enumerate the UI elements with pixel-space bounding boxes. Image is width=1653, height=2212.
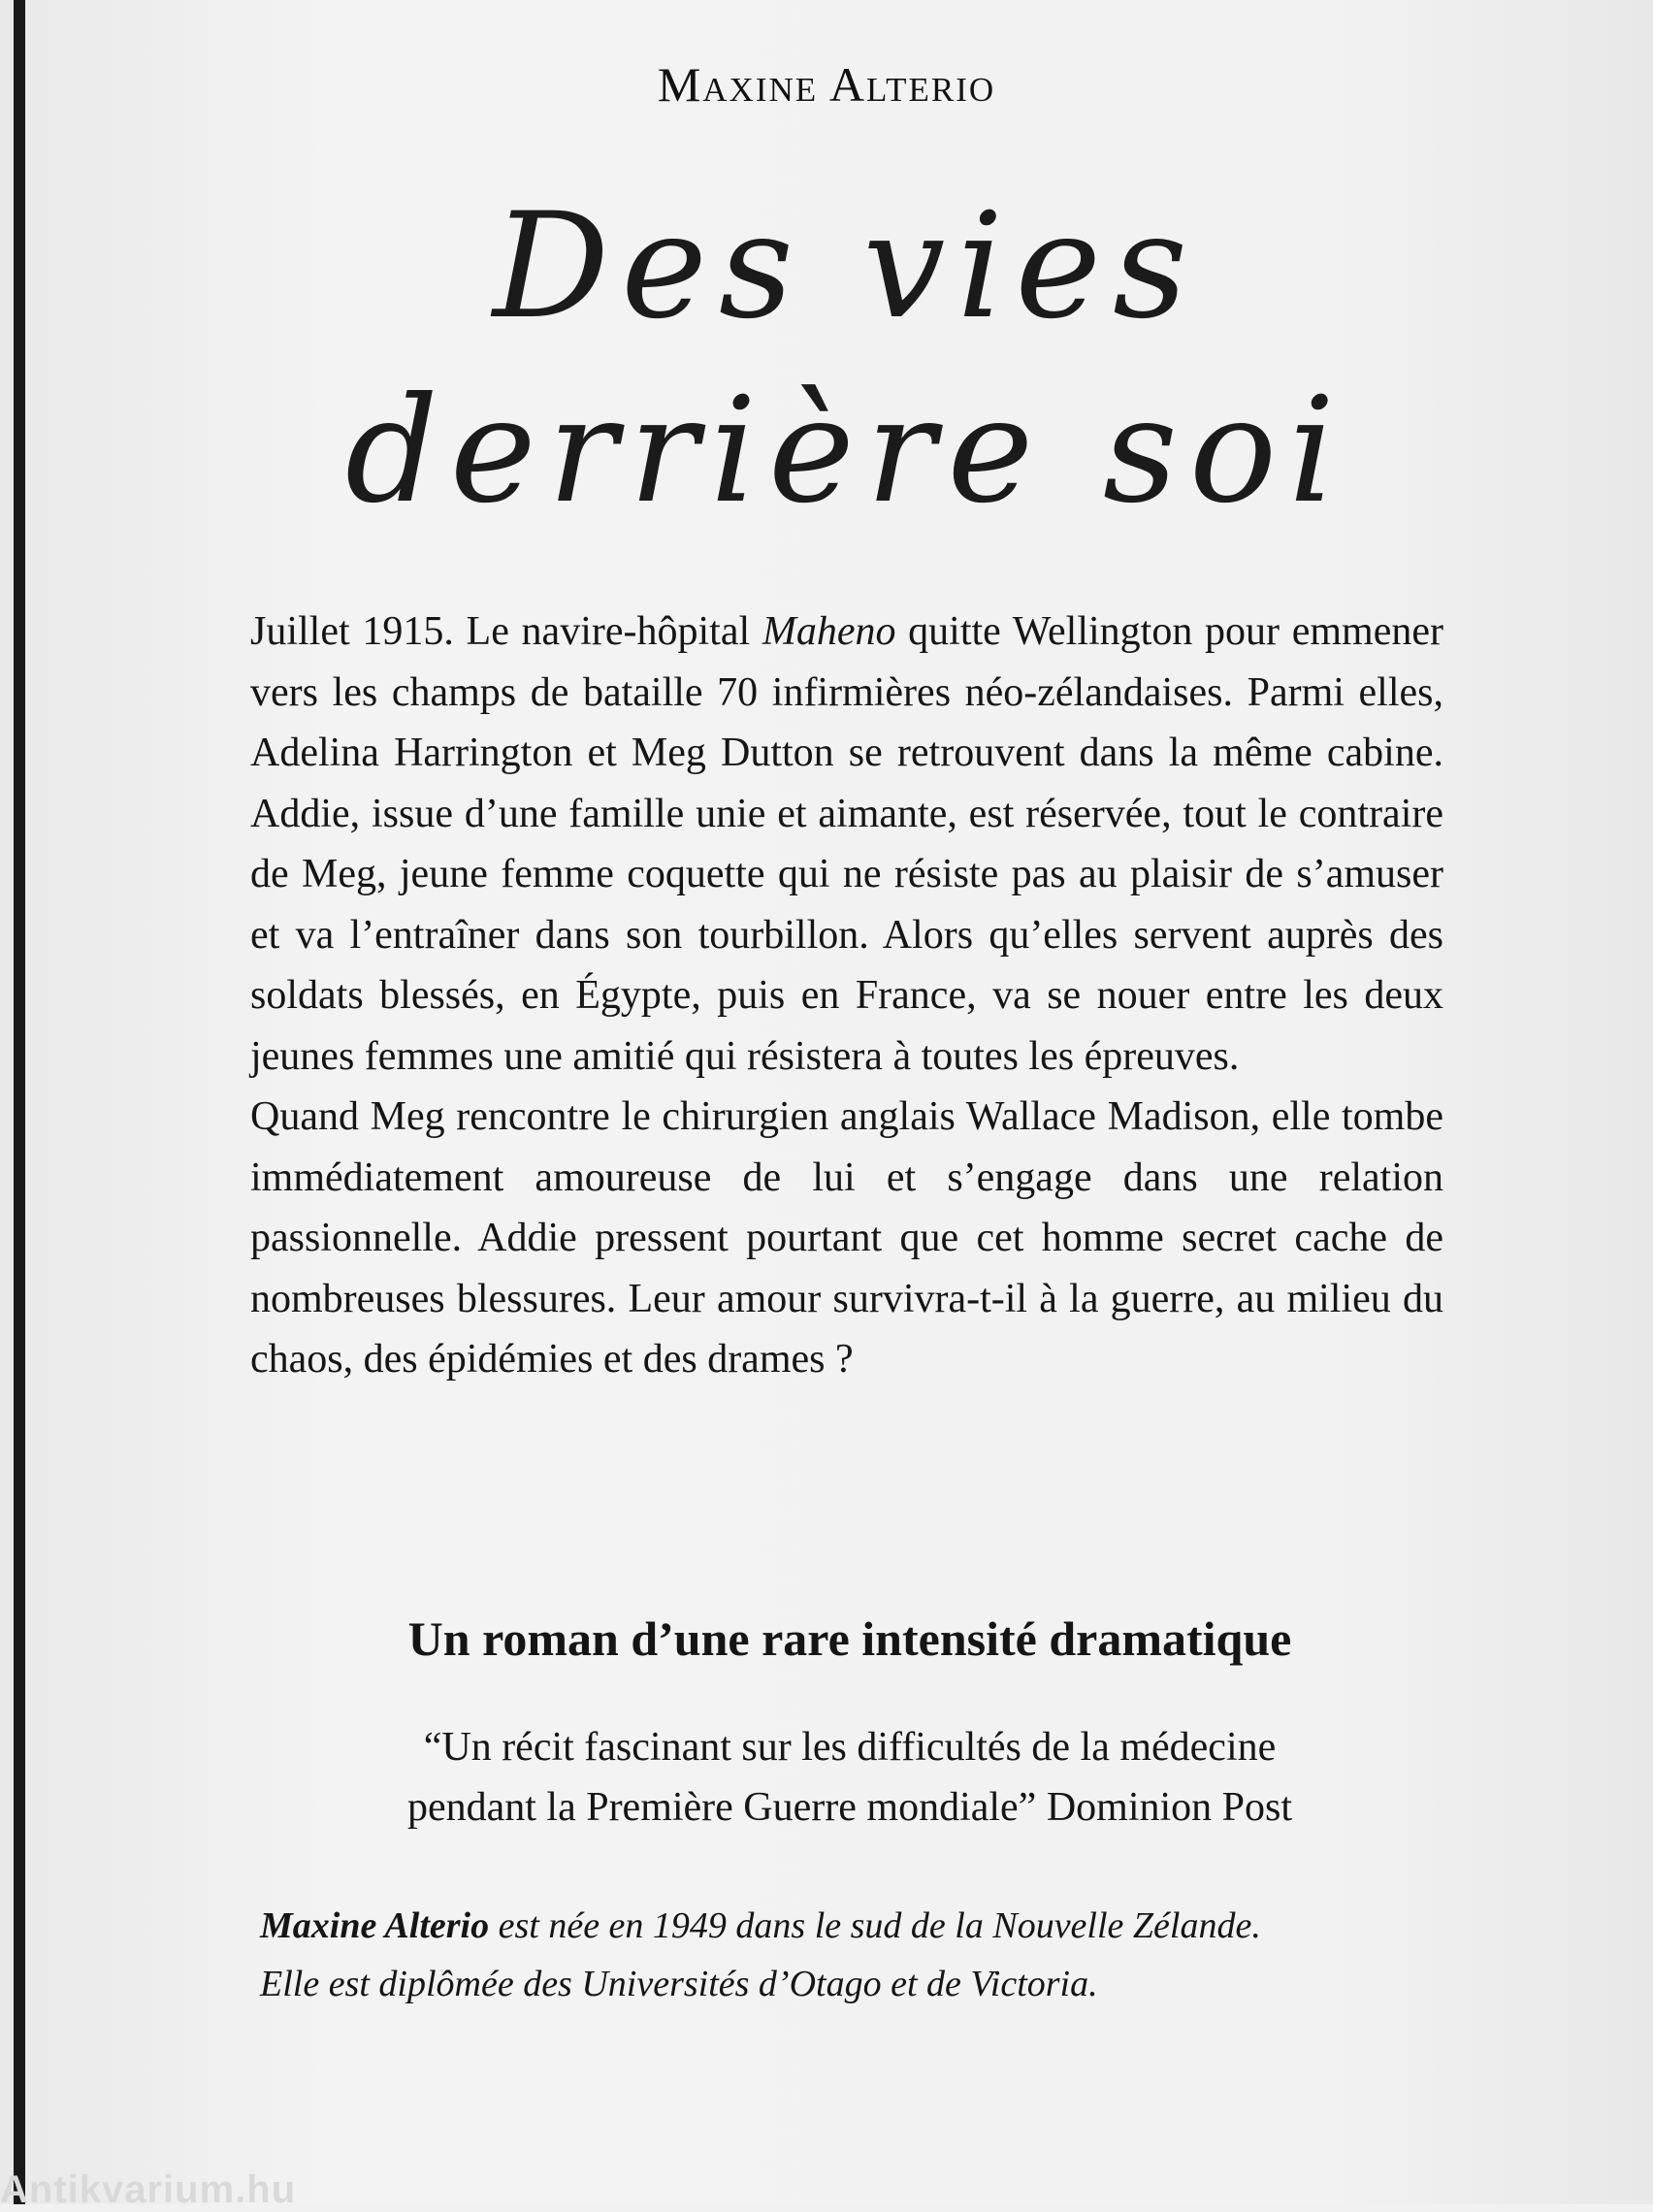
summary-p1-start: Juillet 1915. Le navire-hôpital [250, 609, 762, 654]
ship-name: Maheno [762, 609, 896, 654]
quote-line-2: pendant la Première Guerre mondiale” Dominion Post [406, 1785, 1293, 1830]
quote-line-1: “Un récit fascinant sur les difficultés de la médecine [423, 1725, 1277, 1770]
author-bio [260, 1897, 1463, 2013]
bio-author-name: Maxine Alterio [260, 1905, 490, 1946]
watermark: Antikvarium.hu [0, 2168, 297, 2211]
title-line-1: Des vies [492, 182, 1200, 351]
summary-paragraph-1 [250, 602, 1443, 1087]
bio-line-1 [260, 1897, 1463, 1955]
summary-paragraph-2: Quand Meg rencontre le chirurgien anglais Wallace Madison, elle tombe immédiatement amoureuse de lui et s’engage dans une relation passionnelle. Addie pressent pourtant que cet homme secret cache de nombreuses blessures. Leur amour survivra-t-il à la guerre, au milieu du chaos, des épidémies et des drames ? [250, 1094, 1443, 1382]
bio-line-1-rest: est née en 1949 dans le sud de la Nouvelle Zélande. [489, 1905, 1261, 1946]
summary-p1-rest: quitte Wellington pour emmener vers les champs de bataille 70 infirmières néo-zélandaises. Parmi elles, Adelina Harrington et Meg Dutton se retrouvent dans la même cabine. Addie, issue d’une famille unie et aimante, est réservée, tout le contraire de Meg, jeune femme coquette qui ne résiste pas au plaisir de s’amuser et va l’entraîner dans son tourbillon. Alors qu’elles servent auprès des soldats blessés, en Égypte, puis en France, va se nouer entre les deux jeunes femmes une amitié qui résistera à toutes les épreuves. [250, 609, 1443, 1079]
book-summary [250, 602, 1443, 1390]
author-name: Maxine Alterio [657, 57, 996, 112]
bio-line-2: Elle est diplômée des Universités d’Otago et de Victoria. [260, 1964, 1098, 2004]
press-quote [0, 1717, 1653, 1838]
title-line-2: derrière soi [344, 367, 1347, 536]
tagline: Un roman d’une rare intensité dramatique [407, 1611, 1292, 1666]
